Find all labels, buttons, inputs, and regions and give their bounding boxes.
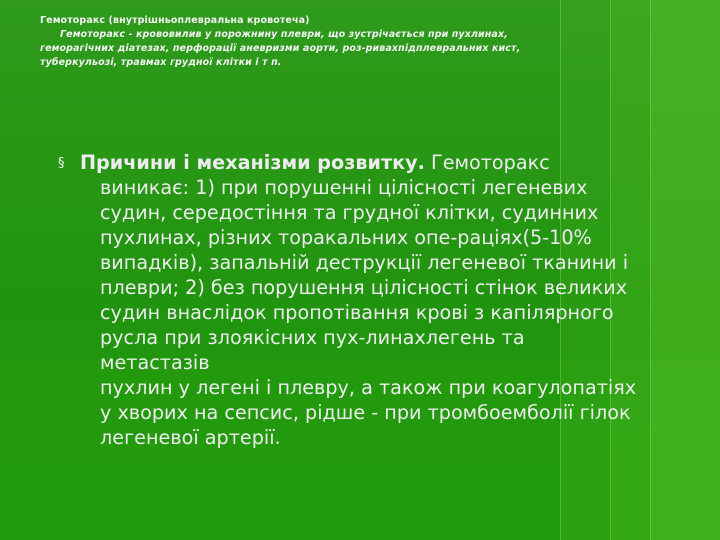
- bullet-text-line: судин, середостіння та грудної клітки, судинних: [100, 201, 599, 224]
- bullet-text-line: у хворих на сепсис, рідше - при тромбоемболії гілок: [100, 401, 631, 424]
- decorative-line: [650, 0, 651, 540]
- bullet-paragraph: [80, 150, 640, 450]
- decorative-panel: [650, 0, 720, 540]
- bullet-text-line: легеневої артерії.: [100, 426, 281, 449]
- header-definition-line: туберкульозі, травмах грудної клітки і т п.: [40, 57, 282, 68]
- bullet-text-line: пухлин у легені і плевру, а також при коагулопатіях: [100, 376, 637, 399]
- header-title: Гемоторакс (внутрішньоплевральна кровотеча): [40, 15, 310, 26]
- bullet-text-line: випадків), запальній деструкції легеневої тканини і: [100, 251, 629, 274]
- bullet-text-line: русла при злоякісних пух-линахлегень та метастазів: [100, 326, 525, 374]
- header-definition-line: геморагічних діатезах, перфорації аневризми аорти, роз-ривахпідплевральних кист,: [40, 43, 521, 54]
- bullet-lead: Причини і механізми розвитку.: [80, 151, 425, 174]
- square-bullet-icon: §: [58, 156, 65, 171]
- bullet-item: [58, 150, 640, 450]
- bullet-text-line: судин внаслідок пропотівання крові з капілярного: [100, 301, 614, 324]
- bullet-text-line: Гемоторакс: [424, 151, 550, 174]
- header-definition-line: Гемоторакс - крововилив у порожнину плеври, що зустрічається при пухлинах,: [60, 29, 508, 40]
- bullet-text-line: пухлинах, різних торакальних опе-раціях(5-10%: [100, 226, 592, 249]
- bullet-text-line: плеври; 2) без порушення цілісності стінок великих: [100, 276, 628, 299]
- bullet-text-line: виникає: 1) при порушенні цілісності легеневих: [100, 176, 588, 199]
- slide-header: [40, 14, 650, 70]
